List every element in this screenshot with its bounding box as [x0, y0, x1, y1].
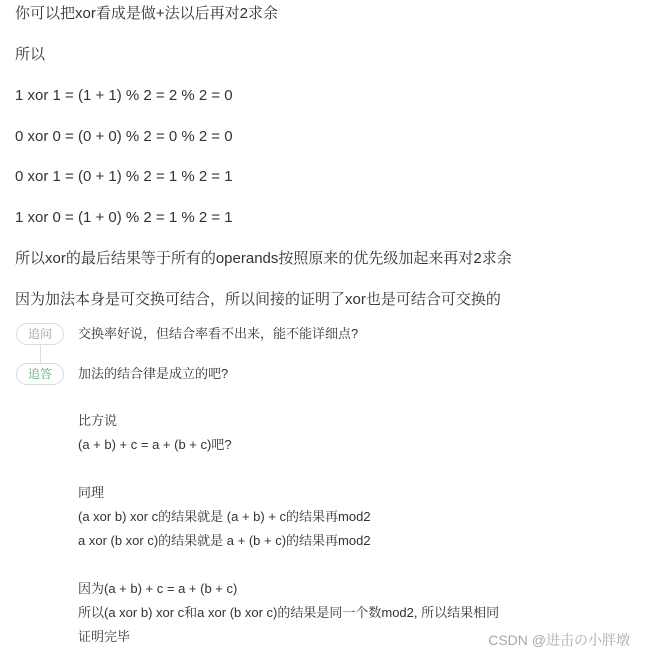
- followup-question: 交换率好说，但结合率看不出来，能不能详细点?: [78, 326, 359, 341]
- answer-line: (a + b) + c = a + (b + c)吧?: [78, 437, 232, 452]
- followup-answer: 加法的结合律是成立的吧?: [78, 366, 229, 381]
- answer-line: (a xor b) xor c的结果就是 (a + b) + c的结果再mod2: [78, 509, 371, 524]
- equation-1: 1 xor 1 = (1 + 1) % 2 = 2 % 2 = 0: [15, 87, 233, 104]
- conclusion-line: 所以xor的最后结果等于所有的operands按照原来的优先级加起来再对2求余: [15, 250, 512, 267]
- thread-connector: [40, 345, 41, 363]
- intro-line: 你可以把xor看成是做+法以后再对2求余: [15, 5, 278, 22]
- answer-badge: 追答: [16, 363, 64, 385]
- commutative-line: 因为加法本身是可交换可结合，所以间接的证明了xor也是可结合可交换的: [15, 291, 501, 308]
- answer-line: a xor (b xor c)的结果就是 a + (b + c)的结果再mod2: [78, 533, 371, 548]
- csdn-watermark: CSDN @进击の小胖墩: [488, 632, 630, 648]
- so-line: 所以: [15, 46, 46, 63]
- equation-4: 1 xor 0 = (1 + 0) % 2 = 1 % 2 = 1: [15, 209, 233, 226]
- equation-2: 0 xor 0 = (0 + 0) % 2 = 0 % 2 = 0: [15, 128, 233, 145]
- answer-line: 所以(a xor b) xor c和a xor (b xor c)的结果是同一个数mod2, 所以结果相同: [78, 605, 500, 620]
- equation-3: 0 xor 1 = (0 + 1) % 2 = 1 % 2 = 1: [15, 168, 233, 185]
- followup-badge: 追问: [16, 323, 64, 345]
- answer-line: 证明完毕: [78, 629, 131, 644]
- answer-line: 比方说: [78, 413, 118, 428]
- answer-line: 因为(a + b) + c = a + (b + c): [78, 581, 238, 596]
- answer-line: 同理: [78, 485, 105, 500]
